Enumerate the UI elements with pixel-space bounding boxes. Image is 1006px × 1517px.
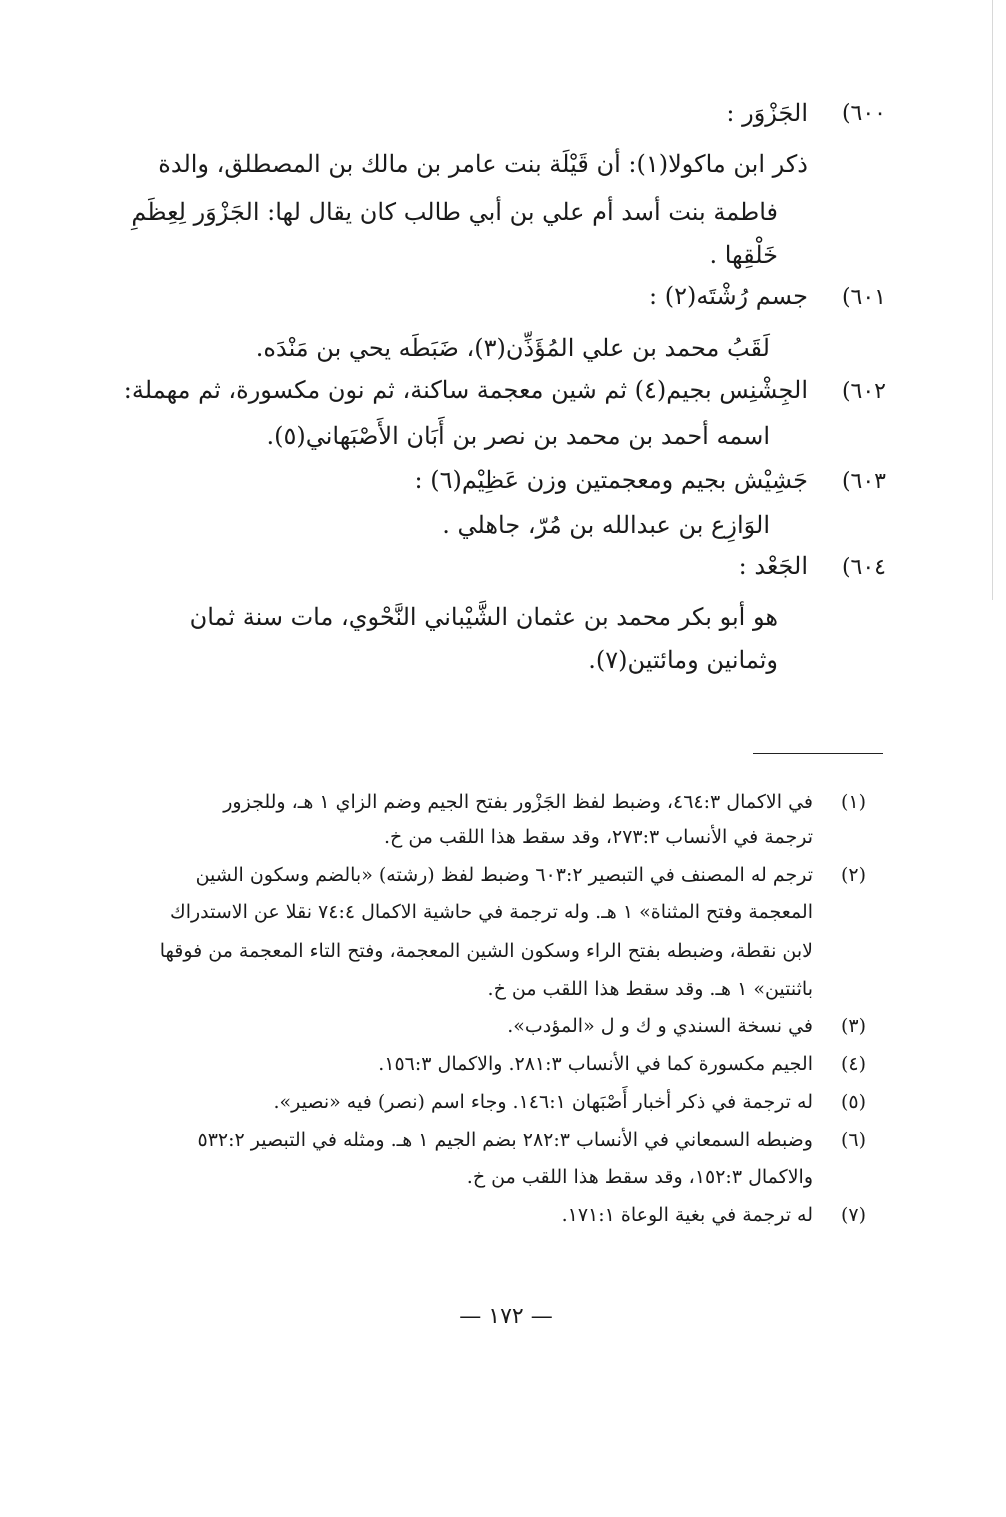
footnote-line: المعجمة وفتح المثناة» ١ هـ. وله ترجمة في حاشية الاكمال ٧٤:٤ نقلا عن الاستدراك <box>170 901 813 923</box>
entry-text-line: الوَازِع بن عبدالله بن مُرّ، جاهلي . <box>442 511 770 539</box>
entry-number: ٦٠١) <box>841 285 886 310</box>
footnote-mark: (١) <box>840 791 866 813</box>
page-number: — ١٧٢ — <box>459 1304 553 1329</box>
footnote-mark: (٤) <box>840 1053 866 1075</box>
entry-text-line: فاطمة بنت أسد أم علي بن أبي طالب كان يقال لها: الجَزْوَر لِعِظَمِ <box>131 198 778 226</box>
footnote-line: في نسخة السندي و ك و ل «المؤدب». <box>507 1015 813 1037</box>
footnote-mark: (٧) <box>840 1204 866 1226</box>
entry-text-line: وثمانين ومائتين(٧). <box>588 646 778 674</box>
entry-text-line: لَقَبُ محمد بن علي المُؤَذِّن(٣)، ضَبَطَه يحي بن مَنْدَه. <box>255 334 770 362</box>
footnote-line: وضبطه السمعاني في الأنساب ٢٨٢:٣ بضم الجيم ١ هـ. ومثله في التبصير ٥٣٢:٢ <box>197 1129 813 1151</box>
footnote-line: في الاكمال ٤٦٤:٣، وضبط لفظ الجَزْور بفتح الجيم وضم الزاي ١ هـ، وللجزور <box>223 791 813 813</box>
footnote-line: له ترجمة في بغية الوعاة ١٧١:١. <box>561 1204 813 1226</box>
entry-heading: الجَزْوَر : <box>726 99 808 127</box>
footnote-line: والاكمال ١٥٢:٣، وقد سقط هذا اللقب من خ. <box>466 1166 813 1188</box>
footnote-line: ترجمة في الأنساب ٢٧٣:٣، وقد سقط هذا اللقب من خ. <box>383 826 813 848</box>
entry-number: ٦٠٠) <box>841 101 886 126</box>
entry-text-line: ذكر ابن ماكولا(١): أن قَيْلَة بنت عامر بن مالك بن المصطلق، والدة <box>158 150 808 178</box>
footnote-line: له ترجمة في ذكر أخبار أَصْبَهان ١٤٦:١. وجاء اسم (نصر) فيه «نصير». <box>273 1091 813 1113</box>
scan-edge-line <box>992 0 993 600</box>
footnote-line: ترجم له المصنف في التبصير ٦٠٣:٢ وضبط لفظ (رشته) «بالضم وسكون الشين <box>195 864 813 886</box>
entry-text-line: هو أبو بكر محمد بن عثمان الشَّيْباني النَّحْوي، مات سنة ثمان <box>189 603 778 631</box>
footnote-divider <box>753 753 883 754</box>
footnote-mark: (٢) <box>840 864 866 886</box>
entry-heading: جَشِيْش بجيم ومعجمتين وزن عَظِيْم(٦) : <box>414 466 808 494</box>
entry-number: ٦٠٢) <box>841 379 886 404</box>
footnote-mark: (٣) <box>840 1015 866 1037</box>
entry-heading: الجِشْنِس بجيم(٤) ثم شين معجمة ساكنة، ثم نون مكسورة، ثم مهملة: <box>123 376 808 404</box>
footnote-line: لابن نقطة، وضبطه بفتح الراء وسكون الشين المعجمة، وفتح التاء المعجمة من فوقها <box>159 940 813 962</box>
footnote-mark: (٦) <box>840 1129 866 1151</box>
entry-heading: جسم رُشْتَه(٢) : <box>649 282 808 310</box>
entry-number: ٦٠٣) <box>841 469 886 494</box>
footnote-line: باثنتين» ١ هـ. وقد سقط هذا اللقب من خ. <box>487 978 813 1000</box>
entry-text-line: اسمه أحمد بن محمد بن نصر بن أَبَان الأَصْبَهاني(٥). <box>266 422 770 450</box>
entry-text-line: خَلْقِها . <box>709 241 778 269</box>
footnote-mark: (٥) <box>840 1091 866 1113</box>
entry-number: ٦٠٤) <box>841 555 886 580</box>
entry-heading: الجَعْد : <box>738 552 808 580</box>
footnote-line: الجيم مكسورة كما في الأنساب ٢٨١:٣. والاكمال ١٥٦:٣. <box>378 1053 813 1075</box>
